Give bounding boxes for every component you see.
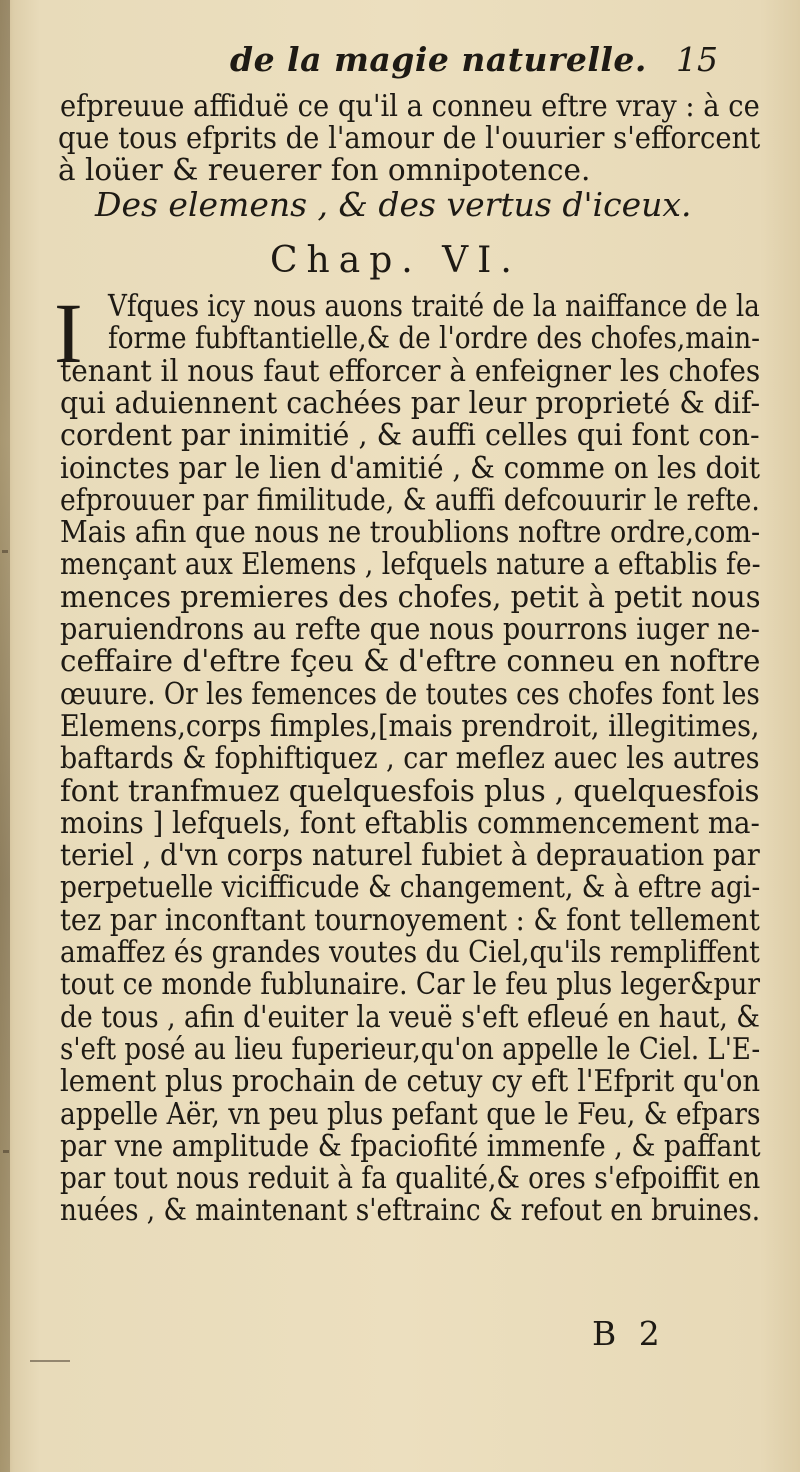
text-line: tout ce monde fublunaire. Car le feu plus leger&pur	[60, 967, 761, 1001]
text-line: Elemens,corps fimples,[mais prendroit, illegitimes,	[60, 709, 760, 743]
text-line: paruiendrons au refte que nous pourrons iuger ne-	[60, 612, 760, 646]
text-line: perpetuelle vicifficude & changement, & à eftre agi-	[60, 870, 761, 904]
text-line: à loüer & reuerer fon omnipotence.	[58, 153, 591, 187]
text-line: font tranfmuez quelquesfois plus , quelquesfois	[60, 774, 760, 808]
text-line: tenant il nous faut efforcer à enfeigner les chofes	[60, 354, 761, 388]
text-line: qui aduiennent cachées par leur proprieté & dif-	[60, 386, 761, 420]
text-line: tez par inconftant tournoyement : & font tellement	[60, 903, 760, 937]
ink-smudge	[30, 1360, 70, 1362]
text-line: mences premieres des chofes, petit à petit nous	[60, 580, 761, 614]
text-line: que tous efprits de l'amour de l'ouurier s'efforcent	[58, 121, 761, 155]
page-header	[60, 40, 750, 90]
text-line: efprouuer par fimilitude, & auffi defcouurir le refte.	[60, 483, 760, 517]
page-number: 15	[676, 40, 718, 79]
margin-mark	[2, 550, 8, 553]
signature-mark: B 2	[592, 1314, 666, 1353]
text-line: Vfques icy nous auons traité de la naiffance de la	[108, 289, 760, 323]
text-line: nuées , & maintenant s'eftrainc & refout en bruines.	[60, 1193, 761, 1227]
running-title: de la magie naturelle.	[230, 40, 647, 79]
drop-cap: I	[54, 285, 83, 381]
text-line: baftards & fophiftiquez , car meflez auec les autres	[60, 741, 760, 775]
text-line: efpreuue affiduë ce qu'il a conneu eftre vray : à ce	[60, 89, 760, 123]
text-line: par vne amplitude & fpaciofité immenfe , & paffant	[60, 1129, 761, 1163]
text-line: ceffaire d'eftre fçeu & d'eftre conneu en noftre	[60, 644, 761, 678]
text-line: Mais afin que nous ne troublions noftre ordre,com-	[60, 515, 761, 549]
binding-gutter	[0, 0, 10, 1472]
text-line: moins ] lefquels, font eftablis commencement ma-	[60, 806, 760, 840]
text-line: s'eft posé au lieu fuperieur,qu'on appelle le Ciel. L'E-	[60, 1032, 761, 1066]
text-line: cordent par inimitié , & auffi celles qui font con-	[60, 418, 760, 452]
text-line: amaffez és grandes voutes du Ciel,qu'ils rempliffent	[60, 935, 760, 969]
text-line: par tout nous reduit à fa qualité,& ores s'efpoiffit en	[60, 1161, 761, 1195]
text-line: lement plus prochain de cetuy cy eft l'Efprit qu'on	[60, 1064, 761, 1098]
text-line: appelle Aër, vn peu plus pefant que le Feu, & efpars	[60, 1097, 761, 1131]
text-line: mençant aux Elemens , lefquels nature a eftablis fe-	[60, 547, 761, 581]
text-line: forme fubftantielle,& de l'ordre des chofes,main-	[108, 321, 761, 355]
margin-mark	[3, 1150, 9, 1153]
text-line: de tous , afin d'euiter la veuë s'eft efleué en haut, &	[60, 1000, 760, 1034]
text-line: teriel , d'vn corps naturel fubiet à deprauation par	[60, 838, 760, 872]
section-title: Des elemens , & des vertus d'iceux.	[95, 185, 692, 224]
text-line: œuure. Or les femences de toutes ces chofes font les	[60, 677, 760, 711]
chapter-heading: Chap. VI.	[270, 240, 521, 281]
text-line: ioinctes par le lien d'amitié , & comme on les doit	[60, 451, 761, 485]
